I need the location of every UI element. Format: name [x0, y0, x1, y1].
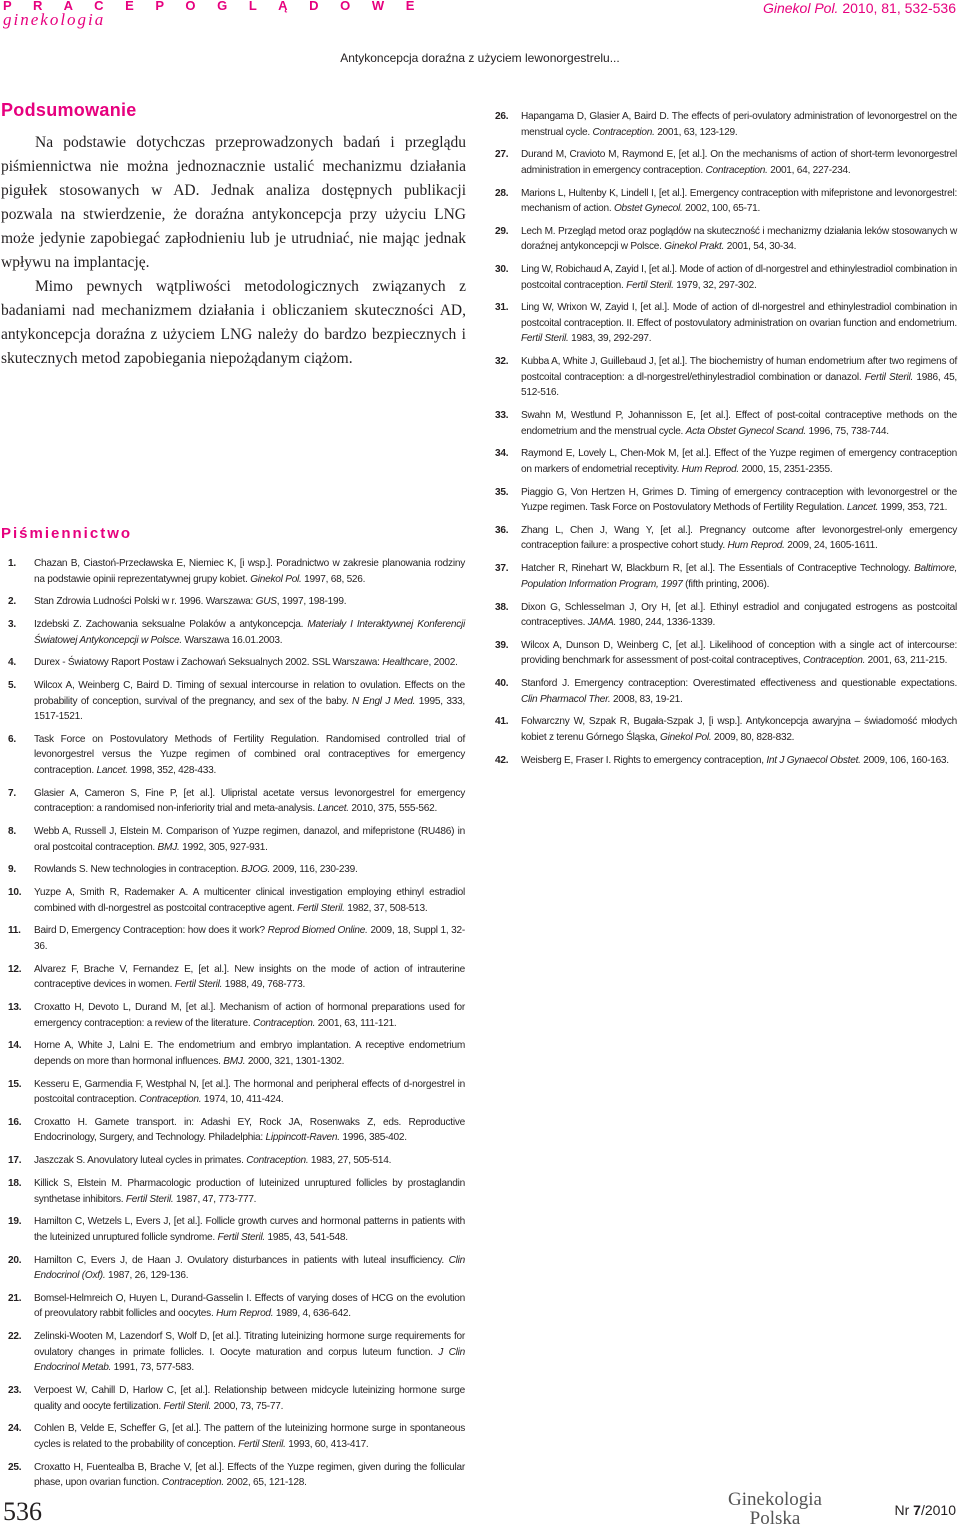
reference-item: [495, 147, 957, 178]
reference-number: 38.: [495, 601, 509, 613]
reference-source: N Engl J Med.: [351, 695, 416, 707]
reference-text: Ling W, Wrixon W, Zayid I, [et al.]. Mode of action of dl-norgestrel and ethinylestradiol combination in postcoital contraception. II. Effect of postovulatory administration on ovarian function and endometrium.: [521, 302, 957, 329]
reference-number: 3.: [8, 619, 16, 631]
reference-item: [495, 600, 957, 631]
reference-item: [8, 885, 465, 916]
reference-text: 2008, 83, 19-21.: [610, 693, 683, 705]
reference-text: Glasier A, Cameron S, Fine P, [et al.]. Ulipristal acetate versus levonorgestrel for emergency contraception: a randomised non-inferiority trial and meta-analysis.: [34, 787, 465, 815]
reference-source: BMJ.: [223, 1055, 246, 1067]
reference-number: 31.: [495, 302, 509, 314]
reference-source: JAMA.: [587, 617, 617, 629]
reference-text: 2009, 80, 828-832.: [711, 731, 795, 743]
reference-source: Fertil Steril.: [626, 279, 674, 291]
reference-number: 30.: [495, 264, 509, 276]
reference-text: 1974, 10, 411-424.: [201, 1094, 284, 1106]
reference-source: Acta Obstet Gynecol Scand.: [685, 425, 806, 437]
reference-number: 18.: [8, 1178, 22, 1190]
reference-item: [495, 109, 957, 140]
reference-text: 1996, 385-402.: [339, 1132, 407, 1144]
reference-text: 2002, 100, 65-71.: [682, 203, 761, 215]
reference-item: [495, 446, 957, 477]
reference-text: Croxatto H, Fuentealba B, Brache V, [et al.]. Effects of the Yuzpe regimen, given during the follicular phase, upon ovarian function.: [34, 1461, 465, 1489]
reference-text: 1998, 352, 428-433.: [127, 764, 217, 776]
summary-body: [1, 131, 466, 371]
reference-number: 42.: [495, 754, 509, 766]
reference-number: 26.: [495, 111, 509, 122]
reference-number: 1.: [8, 558, 16, 569]
reference-number: 15.: [8, 1078, 22, 1090]
reference-text: Kubba A, White J, Guillebaud J, [et al.]. The biochemistry of human endometrium after two regimens of postcoital contraception: a dl-norgestrel/ethinylestradiol combination or danazol.: [521, 356, 957, 383]
section-label: P R A C E P O G L Ą D O W E: [3, 0, 424, 13]
reference-text: 1980, 244, 1336-1339.: [616, 617, 716, 629]
reference-source: J Clin Endocrinol Metab.: [34, 1346, 465, 1374]
reference-text: 1996, 75, 738-744.: [805, 425, 889, 437]
reference-text: Chazan B, Ciastoń-Przecławska E, Niemiec K, [i wsp.]. Poradnictwo w zakresie planowania rodziny na podstawie opinii reprezentatywnej grupy kobiet.: [34, 558, 465, 585]
reference-item: [8, 1115, 465, 1146]
reference-source: Materiały I Interaktywnej Konferencji Światowej Antykoncepcji w Polsce.: [34, 619, 465, 646]
reference-text: Jaszczak S. Anovulatory luteal cycles in primates.: [34, 1155, 247, 1167]
reference-text: Hapangama D, Glasier A, Baird D. The effects of peri-ovulatory administration of levonorgestrel on the menstrual cycle.: [521, 111, 957, 138]
reference-number: 6.: [8, 733, 16, 745]
reference-source: Fertil Steril.: [238, 1438, 286, 1450]
reference-item: [8, 1329, 465, 1376]
reference-number: 19.: [8, 1216, 22, 1228]
summary-heading: Podsumowanie: [1, 100, 137, 120]
reference-number: 37.: [495, 563, 509, 575]
reference-source: BMJ.: [157, 841, 180, 853]
reference-source: Contraception.: [161, 1477, 224, 1489]
reference-item: [8, 1383, 465, 1414]
reference-text: 2009, 106, 160-163.: [860, 754, 949, 766]
reference-text: , 2002.: [428, 657, 458, 669]
reference-item: [8, 1000, 465, 1031]
journal-name: ginekologia: [3, 10, 106, 29]
reference-item: [8, 1253, 465, 1284]
reference-item: [8, 1421, 465, 1452]
reference-item: [8, 1077, 465, 1108]
reference-source: Contraception.: [253, 1017, 316, 1029]
reference-source: Hum Reprod.: [681, 463, 739, 475]
reference-item: [8, 962, 465, 993]
reference-text: Bomsel-Helmreich O, Huyen L, Durand-Gasselin I. Effects of varying doses of HCG on the evolution of preovulatory rabbit follicles and oocytes.: [34, 1292, 465, 1320]
reference-item: [495, 224, 957, 255]
reference-source: Fertil Steril.: [297, 902, 345, 914]
reference-source: Ginekol Prakt.: [664, 241, 725, 253]
reference-text: 2009, 18, Suppl 1, 32-36.: [34, 925, 466, 952]
reference-source: Contraception.: [246, 1155, 309, 1167]
reference-text: 1993, 60, 413-417.: [285, 1438, 369, 1450]
reference-item: [495, 714, 957, 745]
reference-number: 25.: [8, 1461, 22, 1473]
reference-text: 2001, 63, 211-215.: [865, 655, 948, 667]
reference-number: 39.: [495, 639, 509, 651]
reference-text: Yuzpe A, Smith R, Rademaker A. A multicenter clinical investigation employing ethinyl estradiol combined with dl-norgestrel as postcoital contraceptive agent.: [34, 887, 465, 914]
reference-text: Horne A, White J, Lalni E. The endometrium and embryo implantation. A receptive endometrium depends on more than hormonal influences.: [34, 1040, 465, 1067]
reference-source: Hum Reprod.: [727, 540, 785, 552]
reference-source: Reprod Biomed Online.: [267, 925, 368, 937]
reference-text: 2000, 321, 1301-1302.: [245, 1055, 345, 1067]
references-list-right: [495, 109, 957, 768]
citation-header: [763, 0, 956, 16]
reference-text: Hatcher R, Rinehart W, Blackburn R, [et al.]. The Essentials of Contraceptive Technology.: [521, 563, 915, 575]
reference-item: [8, 556, 465, 587]
reference-text: Hamilton C, Wetzels L, Evers J, [et al.]. Follicle growth curves and hormonal patterns in patients with the luteinized unruptured follicle syndrome.: [34, 1216, 465, 1243]
reference-number: 21.: [8, 1292, 22, 1304]
reference-source: Fertil Steril.: [125, 1193, 174, 1205]
reference-text: 1992, 305, 927-931.: [179, 841, 268, 853]
reference-number: 12.: [8, 963, 22, 975]
reference-number: 28.: [495, 187, 509, 199]
reference-item: [495, 186, 957, 217]
reference-text: Wilcox A, Weinberg C, Baird D. Timing of sexual intercourse in relation to ovulation. Effects on the probability of conception, survival of the pregnancy, and sex of the baby.: [34, 680, 465, 707]
reference-text: Zhang L, Chen J, Wang Y, [et al.]. Pregnancy outcome after levonorgestrel-only emergency contraception failure: a prospective cohort study.: [521, 524, 957, 552]
logo-line-2: Polska: [749, 1508, 801, 1529]
issue-num: 7: [913, 1502, 921, 1518]
summary-paragraph: Mimo pewnych wątpliwości metodologicznych związanych z badaniami nad mechanizmem działania i obliczaniem skuteczności AD, antykoncepcja doraźna z użyciem LNG należy do bardzo bezpiecznych i skutecznych metod zapobiegania niepożądanym ciążom.: [1, 278, 466, 367]
reference-source: Contraception.: [802, 655, 866, 667]
reference-text: Dixon G, Schlesselman J, Ory H, [et al.]. Ethinyl estradiol and conjugated estrogens as postcoital contraceptives.: [521, 601, 957, 629]
reference-text: Kesseru E, Garmendia F, Westphal N, [et al.]. The hormonal and peripheral effects of d-norgestrel in postcoital contraception.: [34, 1078, 465, 1106]
reference-text: Alvarez F, Brache V, Fernandez E, [et al.]. New insights on the mode of action of intrauterine contraceptive devices in women.: [34, 963, 465, 991]
reference-text: Croxatto H. Gamete transport. in: Adashi EY, Rock JA, Rosenwaks Z, eds. Reproductive Endocrinology, Surgery, and Technology. Philadelphia:: [34, 1116, 465, 1144]
reference-number: 14.: [8, 1040, 22, 1052]
references-heading: Piśmiennictwo: [1, 525, 133, 542]
reference-number: 27.: [495, 149, 509, 161]
journal-logo: [712, 1490, 838, 1528]
reference-text: (fifth printing, 2006).: [682, 578, 770, 590]
reference-text: 2009, 24, 1605-1611.: [784, 540, 878, 552]
reference-number: 36.: [495, 524, 509, 536]
summary-paragraph: Na podstawie dotychczas przeprowadzonych badań i przeglądu piśmiennictwa nie można jednoznacznie ustalić mechanizmu działania pigułek stosowanych w AD. Jednak analiza dostępnych publikacji pozwala na stwierdzenie, że doraźna antykoncepcja przy użyciu LNG może jedynie zapobiegać zapłodnieniu lub je utrudniać, nie mając jednak wpływu na implantację.: [1, 134, 466, 271]
reference-number: 10.: [8, 887, 22, 899]
reference-source: Contraception.: [705, 164, 768, 176]
issue-number: [894, 1502, 956, 1518]
reference-text: 1987, 26, 129-136.: [105, 1270, 189, 1282]
reference-source: Fertil Steril.: [864, 371, 914, 383]
reference-text: Verpoest W, Cahill D, Harlow C, [et al.]. Relationship between midcycle luteinizing hormone surge quality and oocyte fertilization.: [34, 1385, 465, 1412]
reference-number: 40.: [495, 678, 509, 690]
reference-text: 1983, 27, 505-514.: [308, 1155, 392, 1167]
reference-number: 8.: [8, 826, 16, 838]
reference-source: Fertil Steril.: [217, 1231, 265, 1243]
reference-number: 33.: [495, 410, 509, 422]
reference-item: [8, 786, 465, 817]
reference-text: 2001, 64, 227-234.: [767, 164, 851, 176]
reference-source: Contraception.: [592, 126, 655, 138]
reference-text: Stan Zdrowia Ludności Polski w r. 1996. Warszawa:: [34, 596, 256, 608]
reference-text: 1985, 43, 541-548.: [265, 1231, 348, 1243]
reference-item: [495, 638, 957, 669]
reference-source: Lancet.: [96, 764, 128, 776]
reference-source: Lancet.: [317, 803, 349, 815]
reference-item: [8, 732, 465, 779]
reference-text: 1989, 4, 636-642.: [273, 1308, 351, 1320]
reference-source: Fertil Steril.: [163, 1400, 212, 1412]
reference-source: Fertil Steril.: [521, 333, 569, 345]
reference-text: Swahn M, Westlund P, Johannisson E, [et al.]. Effect of post-coital contraceptive methods on the endometrium and the menstrual cycle.: [521, 410, 957, 437]
reference-source: Hum Reprod.: [216, 1308, 274, 1320]
reference-text: 1988, 49, 768-773.: [222, 979, 306, 991]
reference-text: 2010, 375, 555-562.: [348, 803, 438, 815]
reference-item: [495, 300, 957, 347]
reference-source: GUS: [255, 596, 277, 608]
page-number: 536: [3, 1497, 42, 1526]
reference-text: Warszawa 16.01.2003.: [181, 634, 283, 646]
reference-text: Rowlands S. New technologies in contraception.: [34, 864, 242, 876]
reference-source: Clin Pharmacol Ther.: [521, 693, 611, 705]
reference-item: [495, 485, 957, 516]
reference-source: Healthcare: [382, 657, 429, 669]
reference-number: 35.: [495, 486, 509, 498]
running-title: Antykoncepcja doraźna z użyciem lewonorgestrelu...: [340, 51, 620, 65]
reference-text: Zelinski-Wooten M, Lazendorf S, Wolf D, [et al.]. Titrating luteinizing hormone surge requirements for ovulatory changes in primate follicles. I. Oocyte maturation and corpus luteum function.: [34, 1331, 465, 1358]
reference-item: [8, 617, 465, 648]
reference-number: 7.: [8, 787, 16, 799]
reference-text: Cohlen B, Velde E, Scheffer G, [et al.]. The pattern of the luteinizing hormone surge in spontaneous cycles is related to the probability of conception.: [34, 1423, 465, 1450]
reference-text: 2000, 73, 75-77.: [211, 1400, 284, 1412]
reference-text: 1995, 333, 1517-1521.: [34, 695, 465, 723]
reference-text: 2001, 63, 123-129.: [654, 126, 738, 138]
reference-text: Hamilton C, Evers J, de Haan J. Ovulatory disturbances in patients with luteal insufficiency.: [34, 1254, 449, 1266]
reference-text: 1983, 39, 292-297.: [568, 333, 652, 345]
reference-number: 13.: [8, 1002, 22, 1014]
reference-number: 5.: [8, 680, 16, 692]
reference-number: 20.: [8, 1254, 22, 1266]
references-list-left: [8, 556, 465, 1498]
reference-number: 11.: [8, 925, 21, 937]
reference-text: 1991, 73, 577-583.: [111, 1362, 194, 1374]
reference-number: 41.: [495, 716, 509, 728]
reference-text: Killick S, Elstein M. Pharmacologic production of luteinized unruptured follicles by prostaglandin synthetase inhibitors.: [34, 1178, 465, 1205]
right-column: [495, 109, 957, 776]
reference-number: 16.: [8, 1116, 22, 1128]
reference-text: 1987, 47, 773-777.: [173, 1193, 257, 1205]
reference-text: Marions L, Hultenby K, Lindell I, [et al.]. Emergency contraception with mifepristone and levonorgestrel: mechanism of action.: [521, 187, 957, 215]
left-column: [1, 100, 466, 371]
reference-text: 2001, 54, 30-34.: [724, 241, 797, 253]
reference-item: [8, 1460, 465, 1491]
reference-text: Izdebski Z. Zachowania seksualne Polaków a antykoncepcja.: [34, 619, 308, 631]
reference-source: BJOG.: [241, 864, 271, 876]
reference-item: [8, 1214, 465, 1245]
reference-text: 1982, 37, 508-513.: [344, 902, 428, 914]
issue-prefix: Nr: [894, 1502, 910, 1518]
reference-item: [495, 262, 957, 293]
reference-item: [8, 594, 465, 610]
reference-text: Wilcox A, Dunson D, Weinberg C, [et al.]. Likelihood of conception with a single act of intercourse: providing benchmark for assessment of post-coital contraceptives,: [521, 639, 957, 667]
reference-text: Durand M, Cravioto M, Raymond E, [et al.]. On the mechanisms of action of short-term levonorgestrel administration in emergency contraception.: [521, 149, 957, 176]
reference-source: Obstet Gynecol.: [613, 203, 683, 215]
logo-line-1: Ginekologia: [728, 1489, 822, 1510]
reference-number: 32.: [495, 356, 509, 368]
reference-text: Lech M. Przegląd metod oraz poglądów na skuteczność i mechanizmy działania leków stosowanych w doraźnej antykoncepcji w Polsce.: [521, 225, 957, 253]
reference-source: Lippincott-Raven.: [265, 1132, 340, 1144]
reference-number: 2.: [8, 596, 16, 608]
reference-text: Folwarczny W, Szpak R, Bugała-Szpak J, [i wsp.]. Antykoncepcja awaryjna – świadomość młodych kobiet z terenu Górnego Śląska,: [521, 716, 957, 743]
reference-text: Task Force on Postovulatory Methods of Fertility Regulation. Randomised controlled trial of levonorgestrel versus the Yuzpe regimen of combined oral contraceptives for emergency contraception.: [34, 733, 465, 776]
reference-text: 2001, 63, 111-121.: [315, 1017, 397, 1029]
reference-item: [495, 753, 957, 769]
reference-item: [495, 676, 957, 707]
reference-source: Contraception.: [139, 1094, 202, 1106]
reference-text: Ling W, Robichaud A, Zayid I, [et al.]. Mode of action of dl-norgestrel and ethinylestradiol combination in postcoital contraception.: [521, 264, 957, 291]
citation-details: 2010, 81, 532-536: [842, 0, 956, 16]
issue-year: /2010: [920, 1502, 956, 1518]
reference-text: Croxatto H, Devoto L, Durand M, [et al.]. Mechanism of action of hormonal preparations used for emergency contraception: a review of the literature.: [34, 1002, 465, 1029]
reference-text: Piaggio G, Von Hertzen H, Grimes D. Timing of emergency contraception with levonorgestrel or the Yuzpe regimen. Task Force on Postovulatory Methods of Fertility Regulation.: [521, 486, 957, 514]
reference-item: [8, 678, 465, 725]
reference-source: Ginekol Pol.: [250, 573, 302, 585]
reference-text: Durex - Światowy Raport Postaw i Zachowań Seksualnych 2002. SSL Warszawa:: [34, 657, 383, 669]
citation-journal: Ginekol Pol.: [762, 0, 839, 16]
reference-item: [8, 1291, 465, 1322]
reference-text: Weisberg E, Fraser I. Rights to emergency contraception,: [521, 754, 767, 766]
reference-text: Baird D, Emergency Contraception: how does it work?: [34, 925, 268, 937]
reference-number: 23.: [8, 1385, 22, 1397]
reference-text: 1979, 32, 297-302.: [673, 279, 757, 291]
reference-text: Raymond E, Lovely L, Chen-Mok M, [et al.]. Effect of the Yuzpe regimen of emergency contraception on markers of endometrial receptivity.: [521, 448, 957, 475]
reference-item: [8, 862, 465, 878]
reference-source: Fertil Steril.: [174, 979, 223, 991]
reference-number: 29.: [495, 225, 509, 237]
reference-item: [495, 561, 957, 592]
reference-number: 17.: [8, 1155, 22, 1167]
reference-text: , 1997, 198-199.: [276, 596, 347, 608]
reference-source: Clin Endocrinol (Oxf).: [34, 1254, 465, 1282]
reference-text: 2002, 65, 121-128.: [223, 1477, 307, 1489]
reference-item: [8, 655, 465, 671]
reference-item: [8, 1153, 465, 1169]
reference-number: 34.: [495, 448, 509, 460]
reference-number: 4.: [8, 657, 16, 669]
reference-item: [8, 923, 465, 954]
reference-number: 9.: [8, 864, 16, 876]
reference-source: Int J Gynaecol Obstet.: [766, 754, 861, 766]
reference-text: Stanford J. Emergency contraception: Overestimated effectiveness and questionable expectations.: [521, 678, 957, 690]
reference-item: [8, 1176, 465, 1207]
reference-source: Lancet.: [846, 502, 879, 514]
reference-text: 2009, 116, 230-239.: [270, 864, 358, 876]
reference-item: [495, 354, 957, 401]
reference-number: 22.: [8, 1331, 22, 1343]
reference-source: Baltimore, Population Information Program, 1997: [521, 563, 957, 590]
reference-text: 1997, 68, 526.: [301, 573, 366, 585]
reference-text: 1999, 353, 721.: [878, 502, 948, 514]
reference-item: [8, 1038, 465, 1069]
reference-item: [8, 824, 465, 855]
reference-number: 24.: [8, 1423, 22, 1435]
reference-source: Ginekol Pol.: [660, 731, 712, 743]
reference-text: 2000, 15, 2351-2355.: [738, 463, 833, 475]
reference-text: 1986, 45, 512-516.: [521, 371, 957, 399]
reference-item: [495, 523, 957, 554]
reference-item: [495, 408, 957, 439]
reference-text: Webb A, Russell J, Elstein M. Comparison of Yuzpe regimen, danazol, and mifepristone (RU486) in oral postcoital contraception.: [34, 826, 465, 853]
